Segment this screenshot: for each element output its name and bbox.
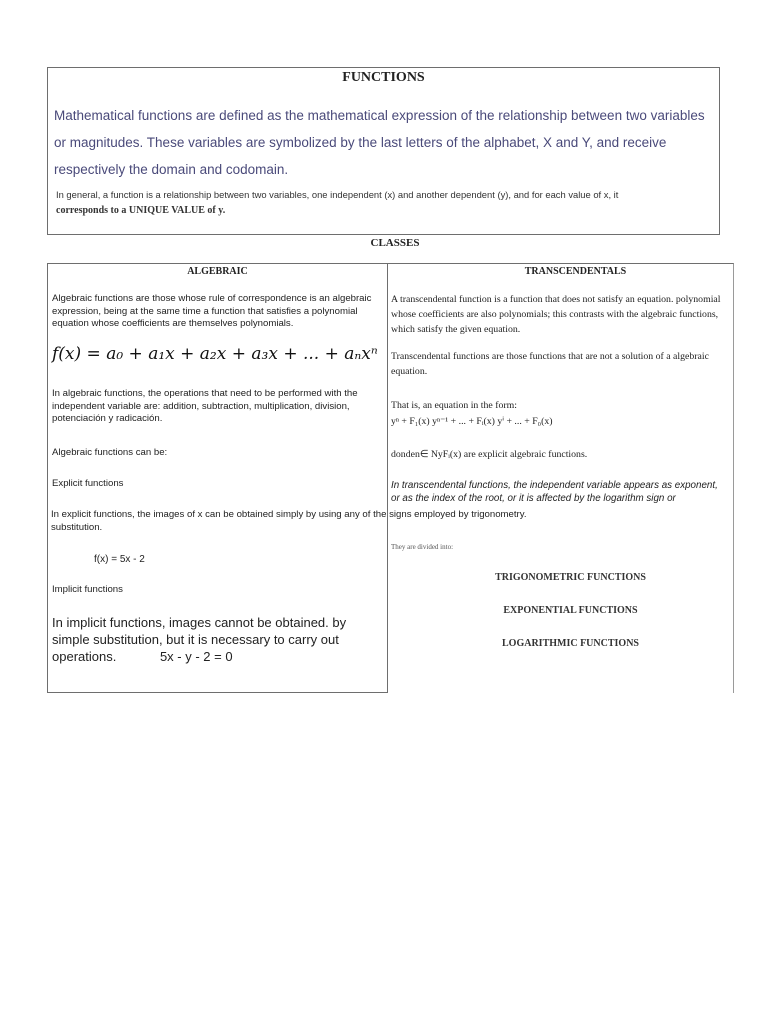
algebraic-heading: ALGEBRAIC — [187, 266, 248, 277]
transcendental-donde: donden∈ NyFᵢ(x) are explicit algebraic functions. — [391, 449, 588, 460]
exponential-functions-label: EXPONENTIAL FUNCTIONS — [503, 605, 638, 616]
explicit-description: In explicit functions, the images of x can be obtained simply by using any of the signs employed by trigonometry. substitution. — [51, 509, 527, 533]
implicit-description-text: In implicit functions, images cannot be obtained. by simple substitution, but it is necessary to carry out operations. — [52, 615, 347, 664]
transcendental-equation: yⁿ + F₁(x) yⁿ⁻¹ + ... + Fᵢ(x) yⁱ + ... + F₀(x) — [391, 416, 553, 427]
algebraic-operations: In algebraic functions, the operations that need to be performed with the independent variable are: addition, subtraction, multiplication, division, potenciación y radicación. — [52, 388, 358, 424]
transcendental-definition-2: Transcendental functions are those functions that are not a solution of a algebraic equation. — [391, 351, 709, 377]
general-paragraph — [56, 187, 716, 218]
page-title: FUNCTIONS — [342, 70, 425, 85]
algebraic-can-be: Algebraic functions can be: — [52, 447, 168, 458]
transcendental-column — [388, 263, 734, 693]
logarithmic-functions-label: LOGARITHMIC FUNCTIONS — [502, 638, 639, 649]
algebraic-definition: Algebraic functions are those whose rule of correspondence is an algebraic expression, being at the same time a function that satisfies a polynomial equation whose coefficients are themselves polynomials. — [52, 293, 372, 329]
general-plain-text: In general, a function is a relationship between two variables, one independent (x) and another dependent (y), and for each value of x, it — [56, 189, 619, 200]
transcendental-heading: TRANSCENDENTALS — [524, 266, 627, 277]
explicit-functions-label: Explicit functions — [52, 478, 124, 489]
transcendental-that-is: That is, an equation in the form: — [391, 400, 517, 411]
algebraic-column — [47, 263, 388, 693]
intro-box — [47, 67, 720, 235]
intro-paragraph: Mathematical functions are defined as the mathematical expression of the relationship between two variables or magnitudes. These variables are symbolized by the last letters of the alphabet, X and Y, and receive respectively the domain and codomain. — [54, 108, 705, 177]
general-bold-text: corresponds to a UNIQUE VALUE of y. — [56, 205, 226, 216]
transcendental-italic-note: In transcendental functions, the independent variable appears as exponent, or as the index of the root, or it is affected by the logarithm sign or — [391, 480, 718, 504]
implicit-functions-label: Implicit functions — [52, 584, 123, 595]
transcendental-divided: They are divided into: — [391, 543, 454, 551]
implicit-description — [52, 614, 372, 665]
trigonometric-functions-label: TRIGONOMETRIC FUNCTIONS — [495, 572, 646, 583]
implicit-example: 5x - y - 2 = 0 — [159, 649, 233, 664]
explicit-example: f(x) = 5x - 2 — [94, 554, 145, 565]
transcendental-definition: A transcendental function is a function that does not satisfy an equation. polynomial whose coefficients are also polynomials; this contrasts with the algebraic functions, which satisfy the given equation. — [391, 294, 721, 335]
algebraic-formula: f(x) = a₀ + a₁x + a₂x + a₃x + ... + aₙxⁿ — [52, 344, 378, 364]
classes-heading: CLASSES — [370, 237, 420, 249]
